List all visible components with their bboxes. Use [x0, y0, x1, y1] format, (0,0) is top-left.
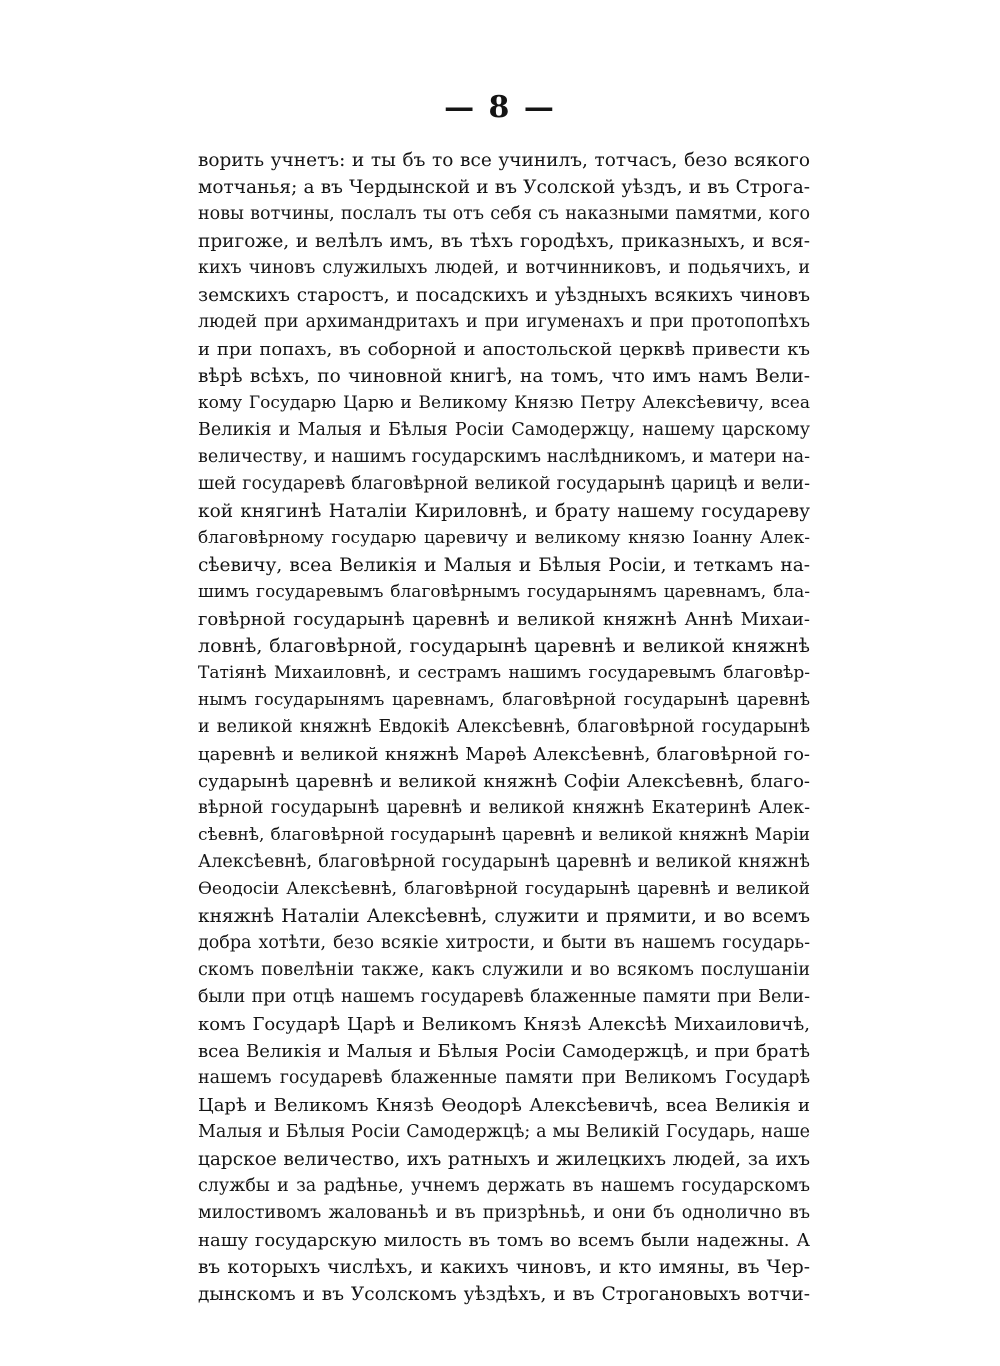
text-line: Малыя и Бѣлыя Росіи Самодержцѣ; а мы Великій Государь, наше [198, 1122, 810, 1142]
text-line: шей государевѣ благовѣрной великой государынѣ царицѣ и вели- [198, 474, 810, 494]
text-line: величеству, и нашимъ государскимъ наслѣдникомъ, и матери на- [198, 447, 810, 467]
text-line: нымъ государынямъ царевнамъ, благовѣрной государынѣ царевнѣ [198, 690, 810, 710]
text-line: царское величество, ихъ ратныхъ и жилецкихъ людей, за ихъ [198, 1149, 810, 1170]
text-line: были при отцѣ нашемъ государевѣ блаженные памяти при Вели- [198, 987, 810, 1007]
text-line: кихъ чиновъ служилыхъ людей, и вотчинниковъ, и подьячихъ, и [198, 258, 810, 278]
text-line: людей при архимандритахъ и при игуменахъ и при протопопѣхъ [198, 312, 810, 332]
text-line: царевнѣ и великой княжнѣ Марѳѣ Алексѣевнѣ, благовѣрной го- [198, 744, 810, 765]
text-line: пригоже, и велѣлъ имъ, въ тѣхъ городѣхъ, приказныхъ, и вся- [198, 231, 810, 252]
text-line: новы вотчины, послалъ ты отъ себя съ наказными памятми, кого [198, 204, 810, 224]
text-line: дынскомъ и въ Усолскомъ уѣздѣхъ, и въ Строгановыхъ вотчи- [198, 1284, 810, 1305]
text-line: нашемъ государевѣ блаженные памяти при Великомъ Государѣ [198, 1068, 810, 1088]
text-line: службы и за радѣнье, учнемъ держать въ нашемъ государскомъ [198, 1176, 810, 1196]
text-line: шимъ государевымъ благовѣрнымъ государынямъ царевнамъ, бла- [198, 582, 810, 602]
text-line: княжнѣ Наталіи Алексѣевнѣ, служити и прямити, и во всемъ [198, 906, 810, 927]
text-line: въ которыхъ числѣхъ, и какихъ чиновъ, и кто имяны, въ Чер- [198, 1257, 810, 1278]
text-line: Алексѣевнѣ, благовѣрной государынѣ царевнѣ и великой княжнѣ [198, 852, 810, 872]
text-line: скомъ повелѣніи также, какъ служили и во всякомъ послушаніи [198, 960, 810, 980]
text-line: нашу государскую милость въ томъ во всемъ были надежны. А [198, 1230, 810, 1251]
text-line: вѣрной государынѣ царевнѣ и великой княжнѣ Екатеринѣ Алек- [198, 798, 810, 818]
text-line: Царѣ и Великомъ Князѣ Ѳеодорѣ Алексѣевичѣ, всеа Великія и [198, 1095, 810, 1116]
text-line: Ѳеодосіи Алексѣевнѣ, благовѣрной государынѣ царевнѣ и великой [198, 879, 810, 899]
text-line: и великой княжнѣ Евдокіѣ Алексѣевнѣ, благовѣрной государынѣ [198, 717, 810, 737]
text-line: сѣевнѣ, благовѣрной государынѣ царевнѣ и великой княжнѣ Маріи [198, 825, 810, 845]
text-line: сударынѣ царевнѣ и великой княжнѣ Софіи Алексѣевнѣ, благо- [198, 771, 810, 792]
text-line: сѣевичу, всеа Великія и Малыя и Бѣлыя Росіи, и теткамъ на- [198, 555, 810, 576]
text-line: земскихъ старостъ, и посадскихъ и уѣздныхъ всякихъ чиновъ [198, 285, 810, 306]
text-line: благовѣрному государю царевичу и великому князю Іоанну Алек- [198, 528, 810, 548]
text-line: и при попахъ, въ соборной и апостольской церквѣ привести къ [198, 339, 810, 360]
text-body [198, 147, 810, 1308]
text-line: Великія и Малыя и Бѣлыя Росіи Самодержцу, нашему царскому [198, 420, 810, 440]
text-line: говѣрной государынѣ царевнѣ и великой княжнѣ Аннѣ Михаи- [198, 609, 810, 630]
text-line: вѣрѣ всѣхъ, по чиновной книгѣ, на томъ, что имъ намъ Вели- [198, 366, 810, 387]
text-line: милостивомъ жалованьѣ и въ призрѣньѣ, и они бъ однолично въ [198, 1203, 810, 1223]
text-line: добра хотѣти, безо всякіе хитрости, и быти въ нашемъ государь- [198, 933, 810, 953]
text-line: всеа Великія и Малыя и Бѣлыя Росіи Самодержцѣ, и при братѣ [198, 1041, 810, 1062]
text-line: ловнѣ, благовѣрной, государынѣ царевнѣ и великой княжнѣ [198, 635, 810, 657]
text-line: ворить учнетъ: и ты бъ то все учинилъ, тотчасъ, безо всякого [198, 150, 810, 171]
text-line: Татіянѣ Михаиловнѣ, и сестрамъ нашимъ государевымъ благовѣр- [198, 663, 810, 683]
text-line: мотчанья; а въ Чердынской и въ Усолской уѣздъ, и въ Строга- [198, 177, 810, 198]
text-line: кой княгинѣ Наталіи Кириловнѣ, и брату нашему государеву [198, 501, 810, 522]
text-line: комъ Государѣ Царѣ и Великомъ Князѣ Алексѣѣ Михаиловичѣ, [198, 1014, 810, 1035]
page-number: — 8 — [444, 90, 556, 125]
text-line: кому Государю Царю и Великому Князю Петру Алексѣевичу, всеа [198, 393, 810, 413]
